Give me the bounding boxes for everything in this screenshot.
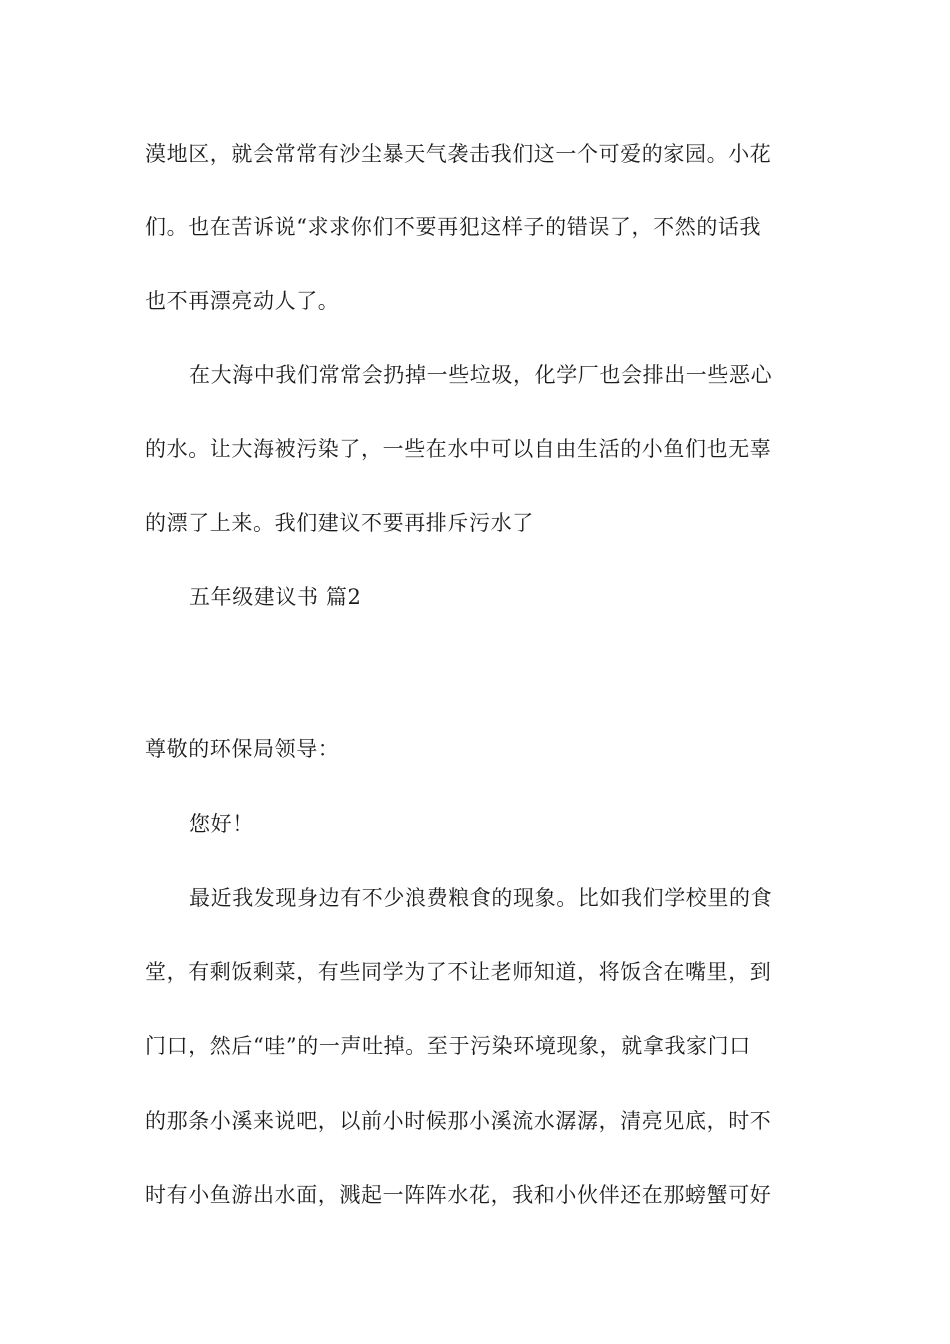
paragraph-3-line-1: 最近我发现身边有不少浪费粮食的现象。比如我们学校里的食 [189, 886, 773, 910]
section-heading: 五年级建议书 篇2 [189, 585, 362, 609]
paragraph-2-line-3: 的漂了上来。我们建议不要再排斥污水了 [145, 511, 534, 535]
paragraph-1-line-3: 也不再漂亮动人了。 [145, 289, 340, 313]
paragraph-3-line-2: 堂，有剩饭剩菜，有些同学为了不让老师知道，将饭含在嘴里，到 [145, 960, 772, 984]
paragraph-3-line-4: 的那条小溪来说吧，以前小时候那小溪流水潺潺，清亮见底，时不 [145, 1109, 772, 1133]
paragraph-2-line-1: 在大海中我们常常会扔掉一些垃圾，化学厂也会排出一些恶心 [189, 363, 773, 387]
paragraph-3-line-5: 时有小鱼游出水面，溅起一阵阵水花，我和小伙伴还在那螃蟹可好 [145, 1183, 772, 1207]
paragraph-3-line-3: 门口，然后“哇”的一声吐掉。至于污染环境现象，就拿我家门口 [145, 1034, 751, 1058]
greeting: 您好！ [189, 812, 254, 836]
paragraph-1-line-2: 们。也在苦诉说“求求你们不要再犯这样子的错误了，不然的话我 [145, 215, 762, 239]
paragraph-1-line-1: 漠地区，就会常常有沙尘暴天气袭击我们这一个可爱的家园。小花 [145, 142, 772, 166]
paragraph-2-line-2: 的水。让大海被污染了，一些在水中可以自由生活的小鱼们也无辜 [145, 437, 772, 461]
salutation: 尊敬的环保局领导： [145, 737, 340, 761]
